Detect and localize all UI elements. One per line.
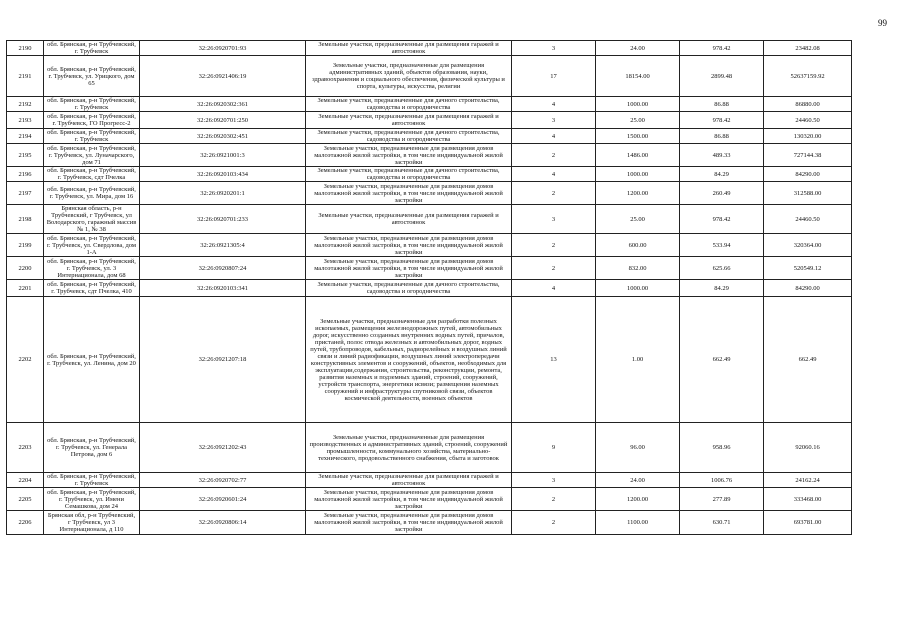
area-cell: 1200.00 <box>596 182 680 205</box>
class-cell: 2 <box>512 234 596 257</box>
row-number-cell: 2190 <box>7 41 44 56</box>
rate-cell: 86.88 <box>680 97 764 112</box>
land-use-cell: Земельные участки, предназначенные для размещения гаражей и автостоянок <box>306 112 512 129</box>
land-use-cell: Земельные участки, предназначенные для размещения домов малоэтажной жилой застройки, в том числе индивидуальной жилой застройки <box>306 511 512 535</box>
value-cell: 130320.00 <box>764 129 852 144</box>
address-cell: обл. Брянская, р-н Трубчевский, г. Трубчевск, ул. Ленина, дом 20 <box>44 297 140 423</box>
cadastral-number-cell: 32:26:0920701:233 <box>140 205 306 234</box>
value-cell: 84290.00 <box>764 280 852 297</box>
table-row <box>7 182 852 205</box>
row-number-cell: 2196 <box>7 167 44 182</box>
rate-cell: 2899.48 <box>680 56 764 97</box>
cadastral-number-cell: 32:26:0920302:361 <box>140 97 306 112</box>
address-cell: обл. Брянская, р-н Трубчевский, г. Трубчевск, ул. 3 Интернационала, дом 68 <box>44 257 140 280</box>
address-cell: обл. Брянская, р-н Трубчевский, г. Трубчевск, ул. Урицкого, дом 65 <box>44 56 140 97</box>
value-cell: 727144.38 <box>764 144 852 167</box>
area-cell: 1200.00 <box>596 488 680 511</box>
table-row <box>7 112 852 129</box>
area-cell: 1000.00 <box>596 167 680 182</box>
class-cell: 2 <box>512 511 596 535</box>
rate-cell: 533.94 <box>680 234 764 257</box>
land-use-cell: Земельные участки, предназначенные для дачного строительства, садоводства и огородничества <box>306 97 512 112</box>
value-cell: 84290.00 <box>764 167 852 182</box>
land-use-cell: Земельные участки, предназначенные для размещения производственных и административных зданий, строений, сооружений промышленности, коммунального хозяйства, материально-технического, продовольственного снабжения, сбыта и заготовок <box>306 423 512 473</box>
cadastral-number-cell: 32:26:0921001:3 <box>140 144 306 167</box>
area-cell: 832.00 <box>596 257 680 280</box>
row-number-cell: 2199 <box>7 234 44 257</box>
row-number-cell: 2205 <box>7 488 44 511</box>
land-use-cell: Земельные участки, предназначенные для размещения домов малоэтажной жилой застройки, в том числе индивидуальной жилой застройки <box>306 488 512 511</box>
address-cell: обл. Брянская, р-н Трубчевский, г. Трубчевск, сдт Пчелка <box>44 167 140 182</box>
row-number-cell: 2192 <box>7 97 44 112</box>
value-cell: 24460.50 <box>764 205 852 234</box>
rate-cell: 630.71 <box>680 511 764 535</box>
table-row <box>7 97 852 112</box>
area-cell: 1100.00 <box>596 511 680 535</box>
row-number-cell: 2193 <box>7 112 44 129</box>
rate-cell: 84.29 <box>680 167 764 182</box>
address-cell: обл. Брянская, р-н Трубчевский, г. Трубчевск, ул. Луначарского, дом 71 <box>44 144 140 167</box>
table-body <box>7 41 852 535</box>
area-cell: 1500.00 <box>596 129 680 144</box>
class-cell: 2 <box>512 257 596 280</box>
cadastral-number-cell: 32:26:0920103:341 <box>140 280 306 297</box>
value-cell: 520549.12 <box>764 257 852 280</box>
land-use-cell: Земельные участки, предназначенные для размещения административных зданий, объектов образования, науки, здравоохранения и социального обеспечения, физической культуры и спорта, культуры, искусства, религии <box>306 56 512 97</box>
value-cell: 24162.24 <box>764 473 852 488</box>
cadastral-number-cell: 32:26:0921207:18 <box>140 297 306 423</box>
table-row <box>7 205 852 234</box>
cadastral-table <box>6 40 852 535</box>
land-use-cell: Земельные участки, предназначенные для дачного строительства, садоводства и огородничества <box>306 129 512 144</box>
row-number-cell: 2198 <box>7 205 44 234</box>
address-cell: обл. Брянская, р-н Трубчевский, г. Трубчевск <box>44 41 140 56</box>
address-cell: обл. Брянская, р-н Трубчевский, г. Трубчевск <box>44 473 140 488</box>
table-row <box>7 257 852 280</box>
class-cell: 4 <box>512 129 596 144</box>
table-row <box>7 167 852 182</box>
area-cell: 18154.00 <box>596 56 680 97</box>
land-use-cell: Земельные участки, предназначенные для размещения домов малоэтажной жилой застройки, в том числе индивидуальной жилой застройки <box>306 234 512 257</box>
class-cell: 9 <box>512 423 596 473</box>
land-use-cell: Земельные участки, предназначенные для разработки полезных ископаемых, размещения железнодорожных путей, автомобильных дорог, искусственно созданных внутренних водных путей, причалов, пристаней, полос отвода железных и автомобильных дорог, водных путей, трубопроводов, кабельных, радиорелейных и воздушных линий связи и линий радиофикации, воздушных линий электропередачи конструктивных элементов и сооружений, объектов, необходимых для эксплуатации,содержания, строительства, реконструкции, ремонта, развития наземных и подземных зданий, строений, сооружений, устройств транспорта, энергетики исвязи; размещения наземных сооружений и инфраструктуры спутниковой связи, объектов космической деятельности, военных объектов <box>306 297 512 423</box>
address-cell: Брянская обл, р-н Трубчевский, г Трубчевск, ул 3 Интернационала, д 110 <box>44 511 140 535</box>
class-cell: 4 <box>512 280 596 297</box>
row-number-cell: 2191 <box>7 56 44 97</box>
land-use-cell: Земельные участки, предназначенные для размещения домов малоэтажной жилой застройки, в том числе индивидуальной жилой застройки <box>306 257 512 280</box>
rate-cell: 662.49 <box>680 297 764 423</box>
rate-cell: 260.49 <box>680 182 764 205</box>
area-cell: 1000.00 <box>596 280 680 297</box>
page-number: 99 <box>878 18 887 28</box>
address-cell: обл. Брянская, р-н Трубчевский, г. Трубчевск <box>44 129 140 144</box>
class-cell: 3 <box>512 41 596 56</box>
row-number-cell: 2194 <box>7 129 44 144</box>
area-cell: 24.00 <box>596 473 680 488</box>
address-cell: обл. Брянская, р-н Трубчевский, г. Трубчевск, ГО Прогресс-2 <box>44 112 140 129</box>
class-cell: 3 <box>512 205 596 234</box>
table-row <box>7 234 852 257</box>
rate-cell: 86.88 <box>680 129 764 144</box>
class-cell: 2 <box>512 488 596 511</box>
class-cell: 4 <box>512 97 596 112</box>
value-cell: 312588.00 <box>764 182 852 205</box>
table-row <box>7 511 852 535</box>
land-use-cell: Земельные участки, предназначенные для дачного строительства, садоводства и огородничества <box>306 167 512 182</box>
address-cell: обл. Брянская, р-н Трубчевский, г. Трубчевск, сдт Пчелка, 410 <box>44 280 140 297</box>
class-cell: 3 <box>512 473 596 488</box>
land-use-cell: Земельные участки, предназначенные для размещения домов малоэтажной жилой застройки, в том числе индивидуальной жилой застройки <box>306 144 512 167</box>
value-cell: 23482.08 <box>764 41 852 56</box>
rate-cell: 978.42 <box>680 112 764 129</box>
rate-cell: 958.96 <box>680 423 764 473</box>
cadastral-number-cell: 32:26:0921202:43 <box>140 423 306 473</box>
table-row <box>7 129 852 144</box>
land-use-cell: Земельные участки, предназначенные для размещения домов малоэтажной жилой застройки, в том числе индивидуальной жилой застройки <box>306 182 512 205</box>
value-cell: 693781.00 <box>764 511 852 535</box>
class-cell: 17 <box>512 56 596 97</box>
cadastral-number-cell: 32:26:0920103:434 <box>140 167 306 182</box>
land-use-cell: Земельные участки, предназначенные для размещения гаражей и автостоянок <box>306 205 512 234</box>
cadastral-number-cell: 32:26:0920601:24 <box>140 488 306 511</box>
area-cell: 25.00 <box>596 112 680 129</box>
cadastral-number-cell: 32:26:0921406:19 <box>140 56 306 97</box>
class-cell: 3 <box>512 112 596 129</box>
table-row <box>7 423 852 473</box>
cadastral-number-cell: 32:26:0920701:93 <box>140 41 306 56</box>
address-cell: обл. Брянская, р-н Трубчевский, г. Трубчевск, ул. Генерала Петрова, дом 6 <box>44 423 140 473</box>
cadastral-number-cell: 32:26:0920806:14 <box>140 511 306 535</box>
rate-cell: 978.42 <box>680 41 764 56</box>
row-number-cell: 2197 <box>7 182 44 205</box>
row-number-cell: 2204 <box>7 473 44 488</box>
class-cell: 2 <box>512 182 596 205</box>
row-number-cell: 2202 <box>7 297 44 423</box>
table-row <box>7 488 852 511</box>
class-cell: 2 <box>512 144 596 167</box>
rate-cell: 1006.76 <box>680 473 764 488</box>
address-cell: Брянская область, р-н Трубчевский, г Трубчевск, ул Володарского, гаражный массив № 1, № 38 <box>44 205 140 234</box>
address-cell: обл. Брянская, р-н Трубчевский, г. Трубчевск <box>44 97 140 112</box>
value-cell: 86880.00 <box>764 97 852 112</box>
value-cell: 333468.00 <box>764 488 852 511</box>
rate-cell: 84.29 <box>680 280 764 297</box>
area-cell: 24.00 <box>596 41 680 56</box>
rate-cell: 489.33 <box>680 144 764 167</box>
row-number-cell: 2200 <box>7 257 44 280</box>
row-number-cell: 2206 <box>7 511 44 535</box>
class-cell: 4 <box>512 167 596 182</box>
land-use-cell: Земельные участки, предназначенные для размещения гаражей и автостоянок <box>306 473 512 488</box>
cadastral-number-cell: 32:26:0920201:1 <box>140 182 306 205</box>
rate-cell: 277.89 <box>680 488 764 511</box>
table-row <box>7 473 852 488</box>
cadastral-number-cell: 32:26:0920702:77 <box>140 473 306 488</box>
cadastral-number-cell: 32:26:0920302:451 <box>140 129 306 144</box>
area-cell: 96.00 <box>596 423 680 473</box>
area-cell: 1.00 <box>596 297 680 423</box>
table-row <box>7 280 852 297</box>
table-row <box>7 297 852 423</box>
row-number-cell: 2195 <box>7 144 44 167</box>
row-number-cell: 2201 <box>7 280 44 297</box>
value-cell: 24460.50 <box>764 112 852 129</box>
cadastral-number-cell: 32:26:0920701:250 <box>140 112 306 129</box>
value-cell: 52637159.92 <box>764 56 852 97</box>
table-row <box>7 56 852 97</box>
address-cell: обл. Брянская, р-н Трубчевский, г. Трубчевск, ул. Имени Семашкова, дом 24 <box>44 488 140 511</box>
class-cell: 13 <box>512 297 596 423</box>
land-use-cell: Земельные участки, предназначенные для размещения гаражей и автостоянок <box>306 41 512 56</box>
area-cell: 25.00 <box>596 205 680 234</box>
value-cell: 320364.00 <box>764 234 852 257</box>
table-row <box>7 144 852 167</box>
address-cell: обл. Брянская, р-н Трубчевский, г. Трубчевск, ул. Свердлова, дом 1-А <box>44 234 140 257</box>
rate-cell: 625.66 <box>680 257 764 280</box>
value-cell: 92060.16 <box>764 423 852 473</box>
table-row <box>7 41 852 56</box>
rate-cell: 978.42 <box>680 205 764 234</box>
value-cell: 662.49 <box>764 297 852 423</box>
area-cell: 600.00 <box>596 234 680 257</box>
row-number-cell: 2203 <box>7 423 44 473</box>
cadastral-number-cell: 32:26:0920807:24 <box>140 257 306 280</box>
area-cell: 1486.00 <box>596 144 680 167</box>
land-use-cell: Земельные участки, предназначенные для дачного строительства, садоводства и огородничества <box>306 280 512 297</box>
area-cell: 1000.00 <box>596 97 680 112</box>
cadastral-number-cell: 32:26:0921305:4 <box>140 234 306 257</box>
address-cell: обл. Брянская, р-н Трубчевский, г. Трубчевск, ул. Мира, дом 16 <box>44 182 140 205</box>
